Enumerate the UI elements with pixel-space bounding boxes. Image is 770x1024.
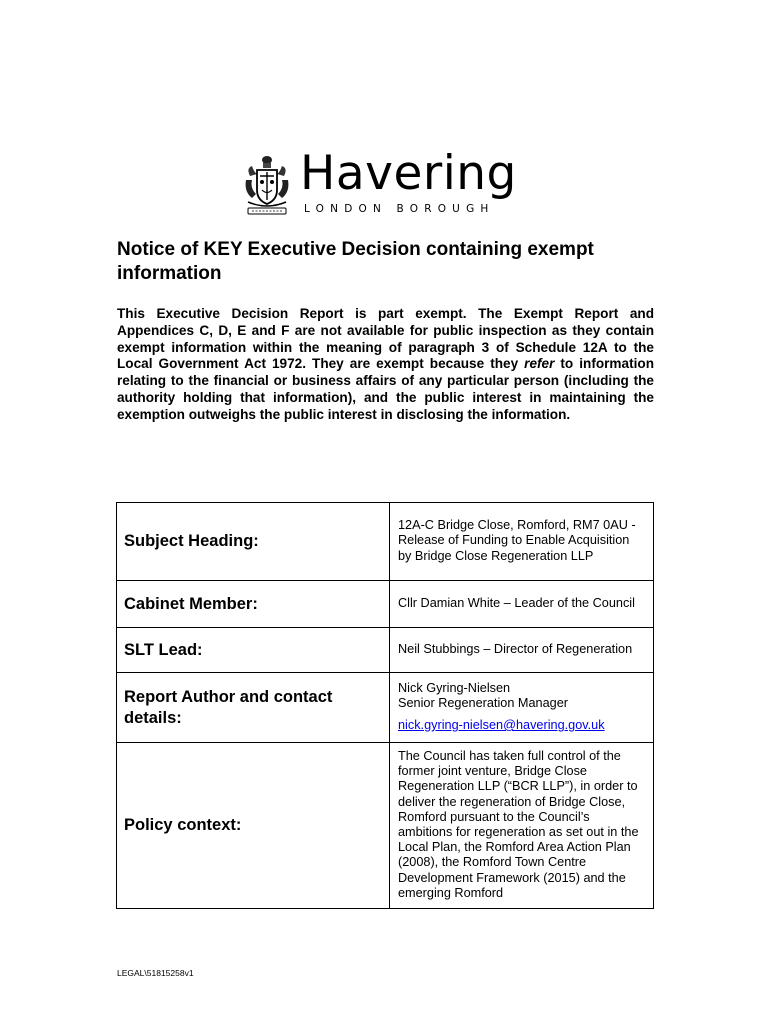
cabinet-member-value: Cllr Damian White – Leader of the Council: [390, 581, 654, 628]
decision-details-table: [116, 502, 654, 909]
slt-lead-value: Neil Stubbings – Director of Regeneration: [390, 628, 654, 673]
brand-subtitle: LONDON BOROUGH: [304, 203, 495, 215]
exempt-statement-part1: This Executive Decision Report is part exempt. The Exempt Report and Appendices C, D, E and F are not available for public inspection as they contain exempt information within the meaning of paragraph 3 of Schedule 12A to the Local Government Act 1972. They are exempt because they: [117, 306, 654, 372]
table-row: [117, 503, 654, 581]
policy-context-value: The Council has taken full control of the former joint venture, Bridge Close Regeneration LLP (“BCR LLP”), in order to deliver the regeneration of Bridge Close, Romford pursuant to the Council’s ambitions for regeneration as set out in the Local Plan, the Romford Area Action Plan (2008), the Romford Town Centre Development Framework (2015) and the emerging Romford: [390, 743, 654, 909]
table-row: [117, 673, 654, 743]
exempt-statement-part2: to information relating to the financial or business affairs of any particular person (including the authority holding that information), and the public interest in maintaining the exemption outweighs the public interest in disclosing the information.: [117, 356, 654, 422]
havering-logo: [242, 146, 524, 222]
author-role: Senior Regeneration Manager: [398, 695, 568, 710]
notice-title: Notice of KEY Executive Decision containing exempt information: [117, 239, 594, 284]
report-author-value: [390, 673, 654, 743]
brand-name: Havering: [300, 146, 517, 201]
author-name: Nick Gyring-Nielsen: [398, 680, 511, 695]
coat-of-arms-icon: [242, 154, 292, 218]
table-row: [117, 581, 654, 628]
author-email-link[interactable]: nick.gyring-nielsen@havering.gov.uk: [398, 718, 605, 733]
slt-lead-label: SLT Lead:: [117, 628, 390, 673]
policy-context-label: Policy context:: [117, 743, 390, 909]
subject-heading-label: Subject Heading:: [117, 503, 390, 581]
table-row: [117, 743, 654, 909]
table-row: [117, 628, 654, 673]
cabinet-member-label: Cabinet Member:: [117, 581, 390, 628]
subject-heading-value: 12A-C Bridge Close, Romford, RM7 0AU - Release of Funding to Enable Acquisition by Bridge Close Regeneration LLP: [390, 503, 654, 581]
exempt-statement: [117, 306, 654, 424]
document-reference: LEGAL\51815258v1: [117, 968, 194, 978]
exempt-statement-emphasis: refer: [524, 356, 555, 372]
report-author-label: Report Author and contact details:: [117, 673, 390, 743]
